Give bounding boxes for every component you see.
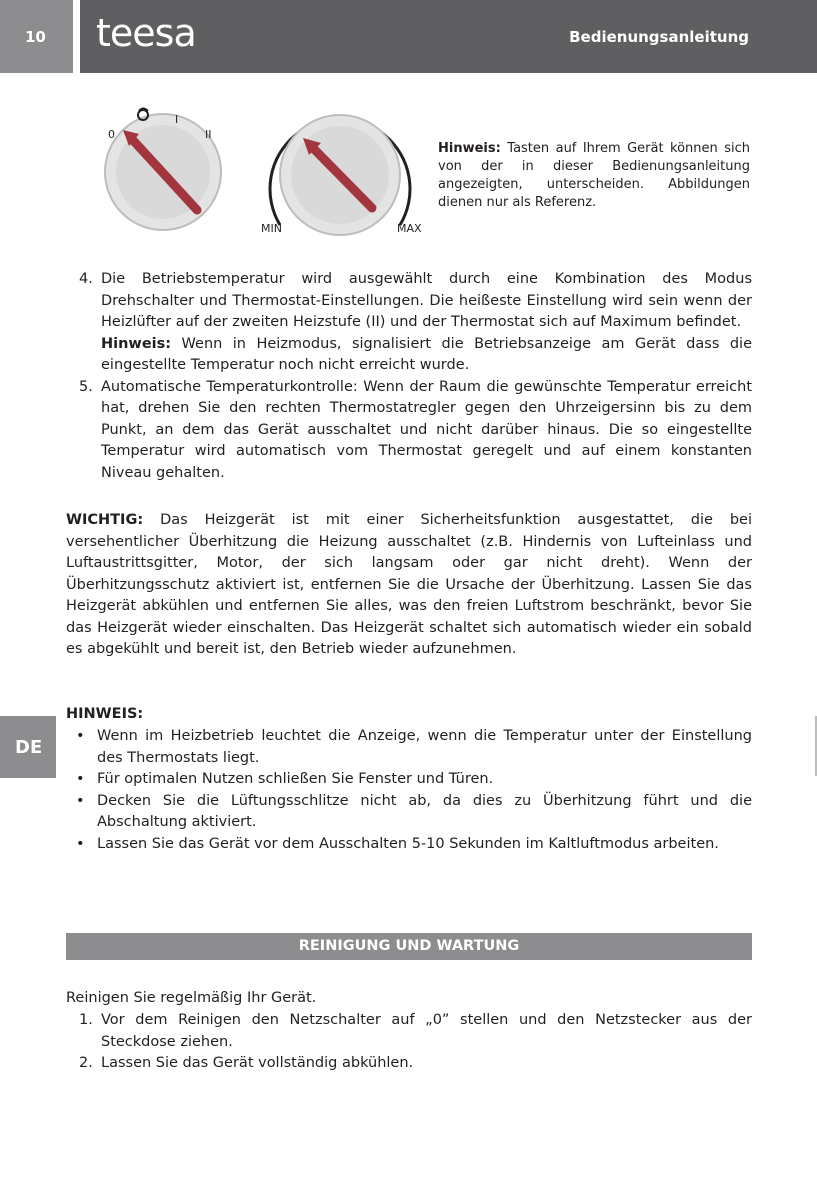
brand-logo: teesa: [96, 11, 196, 55]
operation-steps: [66, 269, 752, 484]
cleaning-steps: [66, 1010, 752, 1075]
language-label: DE: [15, 737, 43, 758]
step-text: Lassen Sie das Gerät vollständig abkühlen.: [101, 1055, 414, 1071]
step-number: 5.: [79, 378, 93, 395]
header-bar: [80, 0, 817, 73]
warning-label: WICHTIG:: [66, 512, 144, 528]
cleaning-intro: Reinigen Sie regelmäßig Ihr Gerät.: [66, 990, 317, 1006]
header-title: Bedienungsanleitung: [569, 28, 749, 46]
section-heading-cleaning: REINIGUNG UND WARTUNG: [66, 933, 752, 960]
thermostat-min-label: MIN: [261, 222, 282, 235]
list-item: [66, 1053, 752, 1075]
list-item: • Für optimalen Nutzen schließen Sie Fenster und Türen.: [66, 769, 752, 791]
dials-illustration: [95, 100, 435, 240]
step-text: Vor dem Reinigen den Netzschalter auf „0” stellen und den Netzstecker aus der Steckdose ziehen.: [101, 1012, 752, 1050]
mode-one-label: I: [175, 113, 179, 126]
step-hint-label: Hinweis:: [101, 335, 172, 352]
mode-dial: [105, 109, 221, 231]
warning-paragraph: [66, 510, 752, 661]
hinweis-list: [66, 726, 752, 855]
language-tab: [0, 716, 56, 778]
list-item: [66, 377, 752, 485]
step-number: 4.: [79, 271, 93, 287]
list-item: • Wenn im Heizbetrieb leuchtet die Anzeige, wenn die Temperatur unter der Einstellung des Thermostats liegt.: [66, 726, 752, 769]
list-item: [66, 1010, 752, 1053]
step-text: Automatische Temperaturkontrolle: Wenn der Raum die gewünschte Temperatur erreicht hat, drehen Sie den rechten Thermostatregler gegen den Uhrzeigersinn bis zu dem Punkt, an dem das Gerät ausschaltet und nicht darüber hinaus. Die so eingestellte Temperatur wird automatisch vom Thermostat geregelt und auf einem konstanten Niveau gehalten.: [101, 378, 752, 481]
note-text: Tasten auf Ihrem Gerät können sich von der in dieser Bedienungsanleitung angezeigten, unterscheiden. Abbildungen dienen nur als Referenz.: [438, 141, 750, 210]
thermostat-max-label: MAX: [397, 222, 422, 235]
list-item: • Lassen Sie das Gerät vor dem Ausschalten 5-10 Sekunden im Kaltluftmodus arbeiten.: [66, 834, 752, 856]
step-text: Die Betriebstemperatur wird ausgewählt durch eine Kombination des Modus Drehschalter und Thermostat-Einstellungen. Die heißeste Einstellung wird sein wenn der Heizlüfter auf der zweiten Heizstufe (II) und der Thermostat sich auf Maximum befindet.: [101, 271, 752, 330]
step-number: 1.: [79, 1012, 93, 1028]
mode-off-label: 0: [108, 128, 115, 141]
note-label: Hinweis:: [438, 141, 501, 156]
list-item: [66, 269, 752, 377]
step-number: 2.: [79, 1055, 93, 1071]
warning-text: Das Heizgerät ist mit einer Sicherheitsfunktion ausgestattet, die bei versehentlicher Überhitzung die Heizung ausschaltet (z.B. Hindernis von Lufteinlass und Luftaustrittsgitter, Motor, der sich langsam oder gar nicht dreht). Wenn der Überhitzungsschutz aktiviert ist, entfernen Sie die Ursache der Überhitzung. Lassen Sie das Heizgerät abkühlen und entfernen Sie alles, was den freien Luftstrom beschränkt, bevor Sie das Heizgerät wieder einschalten. Das Heizgerät schaltet sich automatisch wieder ein sobald es abgekühlt und bereit ist, den Betrieb wieder aufzunehmen.: [66, 512, 752, 657]
list-item: • Decken Sie die Lüftungsschlitze nicht ab, da dies zu Überhitzung führt und die Abschaltung aktiviert.: [66, 791, 752, 834]
page-number-tab: [0, 0, 73, 73]
thermostat-dial: [261, 115, 422, 235]
reference-note: [438, 140, 750, 212]
page-number: 10: [25, 28, 46, 46]
hinweis-heading: HINWEIS:: [66, 706, 144, 722]
mode-two-label: II: [205, 128, 212, 141]
step-hint-text: Wenn in Heizmodus, signalisiert die Betriebsanzeige am Gerät dass die eingestellte Temperatur noch nicht erreicht wurde.: [101, 335, 752, 373]
